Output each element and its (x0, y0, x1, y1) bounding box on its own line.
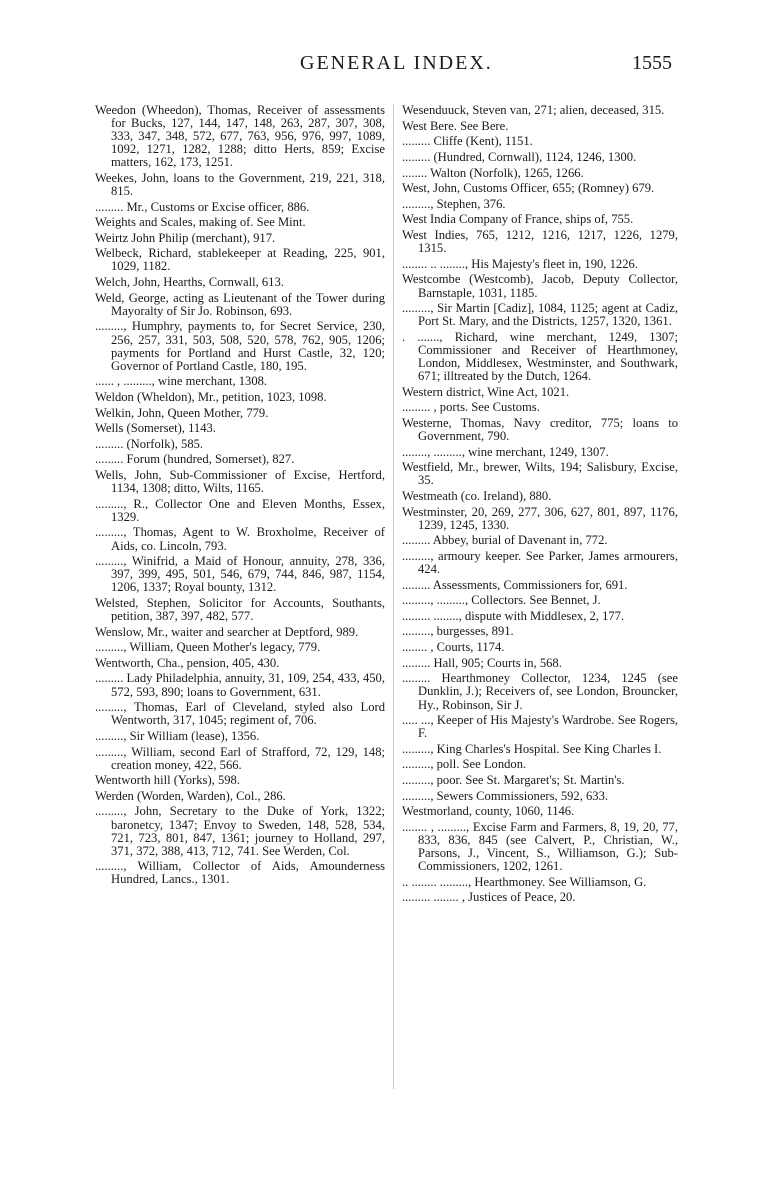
index-entry: . ......., Richard, wine merchant, 1249, 1307; Commissioner and Receiver of Hearthmoney, London, Middlesex, Westminster, and Southwark, 671; illtreated by the Dutch, 1264. (402, 329, 678, 383)
index-entry: Wentworth hill (Yorks), 598. (95, 773, 240, 788)
index-entry: ........., ........., Collectors. See Bennet, J. (402, 593, 601, 608)
index-entry: ........., William, second Earl of Strafford, 72, 129, 148; creation money, 422, 566. (95, 744, 385, 772)
index-entry: ......... Abbey, burial of Davenant in, 772. (402, 533, 608, 548)
index-entry: ........., John, Secretary to the Duke of York, 1322; baronetcy, 1347; Envoy to Sweden, 148, 528, 534, 721, 723, 801, 847, 1361; journey to Holland, 297, 371, 372, 388, 413, 712, 741. See Werden, Col. (95, 804, 385, 858)
index-entry: West, John, Customs Officer, 655; (Romney) 679. (402, 181, 655, 196)
index-entry: Weirtz John Philip (merchant), 917. (95, 230, 276, 245)
index-entry: Weedon (Wheedon), Thomas, Receiver of assessments for Bucks, 127, 144, 147, 148, 263, 287, 307, 308, 333, 347, 348, 572, 677, 763, 956, 976, 997, 1089, 1092, 1271, 1282, 1288; ditto Herts, 859; Excise matters, 162, 173, 1251. (95, 103, 385, 170)
index-entry: ........., William, Queen Mother's legacy, 779. (95, 640, 321, 655)
index-entry: ........., R., Collector One and Eleven Months, Essex, 1329. (95, 496, 385, 524)
index-entry: ........., Sir Martin [Cadiz], 1084, 1125; agent at Cadiz, Port St. Mary, and the Districts, 1257, 1320, 1361. (402, 301, 678, 329)
index-entry: ........., armoury keeper. See Parker, James armourers, 424. (402, 548, 678, 576)
index-entry: ......... Cliffe (Kent), 1151. (402, 134, 533, 149)
right-index-column (402, 104, 678, 907)
index-entry: ......... Hall, 905; Courts in, 568. (402, 655, 562, 670)
index-entry: Welkin, John, Queen Mother, 779. (95, 405, 269, 420)
index-entry: Weekes, John, loans to the Government, 219, 221, 318, 815. (95, 170, 385, 198)
left-index-column (95, 104, 385, 889)
index-entry: Wenslow, Mr., waiter and searcher at Deptford, 989. (95, 624, 359, 639)
index-entry: Werden (Worden, Warden), Col., 286. (95, 788, 286, 803)
index-entry: Weights and Scales, making of. See Mint. (95, 215, 306, 230)
index-entry: ......... Lady Philadelphia, annuity, 31, 109, 254, 433, 450, 572, 593, 890; loans to Government, 631. (95, 671, 385, 699)
index-entry: ........., William, Collector of Aids, Amounderness Hundred, Lancs., 1301. (95, 859, 385, 887)
index-entry: West Indies, 765, 1212, 1216, 1217, 1226, 1279, 1315. (402, 228, 678, 256)
page-title: GENERAL INDEX. (300, 52, 493, 74)
index-entry: ......... Forum (hundred, Somerset), 827. (95, 452, 295, 467)
index-entry: .. ........ ........., Hearthmoney. See Williamson, G. (402, 874, 647, 889)
index-entry: ........., Humphry, payments to, for Secret Service, 230, 256, 257, 331, 503, 508, 520, 578, 762, 905, 1206; payments for Portland and Hurst Castle, 32, 120; Governor of Portland Castle, 180, 195. (95, 319, 385, 373)
index-entry: ........., Sir William (lease), 1356. (95, 728, 260, 743)
index-entry: Wesenduuck, Steven van, 271; alien, deceased, 315. (402, 103, 665, 117)
index-entry: Wells, John, Sub-Commissioner of Excise, Hertford, 1134, 1308; ditto, Wilts, 1165. (95, 468, 385, 496)
index-entry: ........., King Charles's Hospital. See King Charles I. (402, 741, 662, 756)
index-entry: West Bere. See Bere. (402, 118, 509, 133)
index-entry: Wells (Somerset), 1143. (95, 421, 216, 436)
index-entry: ......... Assessments, Commissioners for, 691. (402, 577, 628, 592)
index-entry: ..... ..., Keeper of His Majesty's Wardrobe. See Rogers, F. (402, 713, 678, 741)
index-entry: ......... (Hundred, Cornwall), 1124, 1246, 1300. (402, 149, 637, 164)
index-entry: ........., poll. See London. (402, 757, 527, 772)
page-header (0, 52, 770, 76)
index-entry: ......... , ports. See Customs. (402, 400, 540, 415)
index-entry: ......... (Norfolk), 585. (95, 436, 204, 451)
index-entry: Westcombe (Westcomb), Jacob, Deputy Collector, Barnstaple, 1031, 1185. (402, 272, 678, 300)
index-entry: ........., Stephen, 376. (402, 196, 506, 211)
index-entry: ........., Thomas, Earl of Cleveland, styled also Lord Wentworth, 317, 1045; regiment of, 706. (95, 700, 385, 728)
index-entry: ........ , ........., Excise Farm and Farmers, 8, 19, 20, 77, 833, 836, 845 (see Calvert, P., Christian, W., Parsons, J., Vincent, S., Williamson, G.); Sub-Commissioners, 1202, 1261. (402, 820, 678, 874)
index-entry: ........., burgesses, 891. (402, 624, 514, 639)
index-entry: Welbeck, Richard, stablekeeper at Reading, 225, 901, 1029, 1182. (95, 246, 385, 274)
index-entry: Westmorland, county, 1060, 1146. (402, 804, 575, 819)
index-entry: ......... ........ , Justices of Peace, 20. (402, 890, 576, 905)
index-entry: ......... Hearthmoney Collector, 1234, 1245 (see Dunklin, J.); Receivers of, see London, Brouncker, Hy., Robinson, Sir J. (402, 671, 678, 712)
index-entry: ........ .. ........, His Majesty's fleet in, 190, 1226. (402, 256, 638, 271)
index-entry: Westfield, Mr., brewer, Wilts, 194; Salisbury, Excise, 35. (402, 460, 678, 488)
index-entry: ........., Winifrid, a Maid of Honour, annuity, 278, 336, 397, 399, 495, 501, 546, 679, 744, 846, 987, 1154, 1206, 1337; Royal bounty, 1312. (95, 554, 385, 595)
page-number: 1555 (632, 52, 672, 74)
index-entry: West India Company of France, ships of, 755. (402, 212, 634, 227)
index-entry: Weld, George, acting as Lieutenant of the Tower during Mayoralty of Sir Jo. Robinson, 693. (95, 290, 385, 318)
index-entry: ........., Sewers Commissioners, 592, 633. (402, 788, 609, 803)
index-entry: Welsted, Stephen, Solicitor for Accounts, Southants, petition, 387, 397, 482, 577. (95, 595, 385, 623)
index-entry: Weldon (Wheldon), Mr., petition, 1023, 1098. (95, 389, 327, 404)
index-entry: Western district, Wine Act, 1021. (402, 384, 570, 399)
index-entry: ........ , Courts, 1174. (402, 640, 505, 655)
index-entry: ........, ........., wine merchant, 1249, 1307. (402, 444, 609, 459)
index-entry: ......... Mr., Customs or Excise officer, 886. (95, 199, 310, 214)
index-entry: ........ Walton (Norfolk), 1265, 1266. (402, 165, 584, 180)
index-entry: Welch, John, Hearths, Cornwall, 613. (95, 275, 284, 290)
index-entry: ...... , ........., wine merchant, 1308. (95, 374, 268, 389)
index-entry: ........., Thomas, Agent to W. Broxholme, Receiver of Aids, co. Lincoln, 793. (95, 525, 385, 553)
index-entry: ........., poor. See St. Margaret's; St. Martin's. (402, 773, 625, 788)
column-divider (393, 104, 394, 1089)
index-entry: ......... ........, dispute with Middlesex, 2, 177. (402, 608, 625, 623)
index-entry: Westminster, 20, 269, 277, 306, 627, 801, 897, 1176, 1239, 1245, 1330. (402, 504, 678, 532)
index-entry: Westmeath (co. Ireland), 880. (402, 488, 552, 503)
index-entry: Westerne, Thomas, Navy creditor, 775; loans to Government, 790. (402, 415, 678, 443)
index-entry: Wentworth, Cha., pension, 405, 430. (95, 655, 280, 670)
